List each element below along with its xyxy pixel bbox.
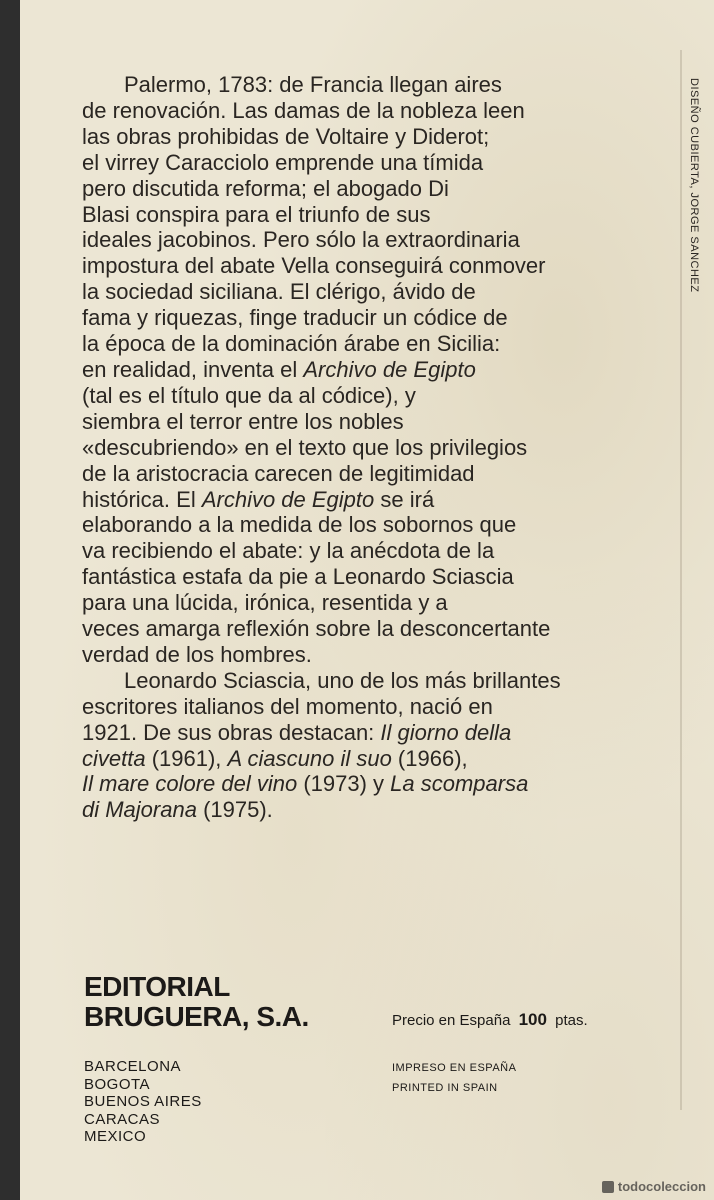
city-list [84,1058,202,1146]
price: Precio en España 100 ptas. [392,1010,588,1029]
publisher-name: EDITORIAL BRUGUERA, S.A. [84,971,309,1032]
city: BARCELONA [84,1058,182,1075]
city: BOGOTA [84,1075,151,1093]
city: MEXICO [84,1128,147,1145]
printed-in: IMPRESO EN ESPAÑA PRINTED IN SPAIN [392,1062,517,1094]
city: BUENOS AIRES [84,1093,202,1110]
city: CARACAS [84,1110,161,1128]
blurb-paragraph-1: Palermo, 1783: de Francia llegan aires de renovación. Las damas de la nobleza leen las obras prohibidas de Voltaire y Diderot; el virrey Caracciolo emprende una tímida pero discutida reforma; el abogado Di Blasi conspira para el triunfo de sus ideales jacobinos. Pero sólo la extraordinaria impostura del abate Vella conseguirá conmover la sociedad siciliana. El clérigo, ávido de fama y riquezas, finge traducir un códice de la época de la dominación árabe en Sicilia: en realidad, inventa el Archivo de Egipto (tal es el título que da al códice), y siembra el terror entre los nobles «descubriendo» en el texto que los privilegios de la aristocracia carecen de legitimidad histórica. El Archivo de Egipto se irá elaborando a la medida de los sobornos que va recibiendo el abate: y la anécdota de la fantástica estafa da pie a Leonardo Sciascia para una lúcida, irónica, resentida y a veces amarga reflexión sobre la desconcertante verdad de los hombres. [82,72,551,667]
watermark-logo-icon [602,1181,614,1193]
watermark: todocoleccion [602,1179,706,1194]
blurb [82,72,662,823]
book-title: Archivo de Egipto [201,486,375,512]
fold-line [680,50,682,1110]
cover-design-credit: DISEÑO CUBIERTA, JORGE SANCHEZ [688,78,700,293]
blurb-paragraph-2: Leonardo Sciascia, uno de los más brillantes escritores italianos del momento, nació en 1921. De sus obras destacan: Il giorno della civetta (1961), A ciascuno il suo (1966), Il mare colore del vino (1973) y La scomparsa di Majorana (1975). [82,667,561,823]
book-title: Archivo de Egipto [303,356,476,382]
